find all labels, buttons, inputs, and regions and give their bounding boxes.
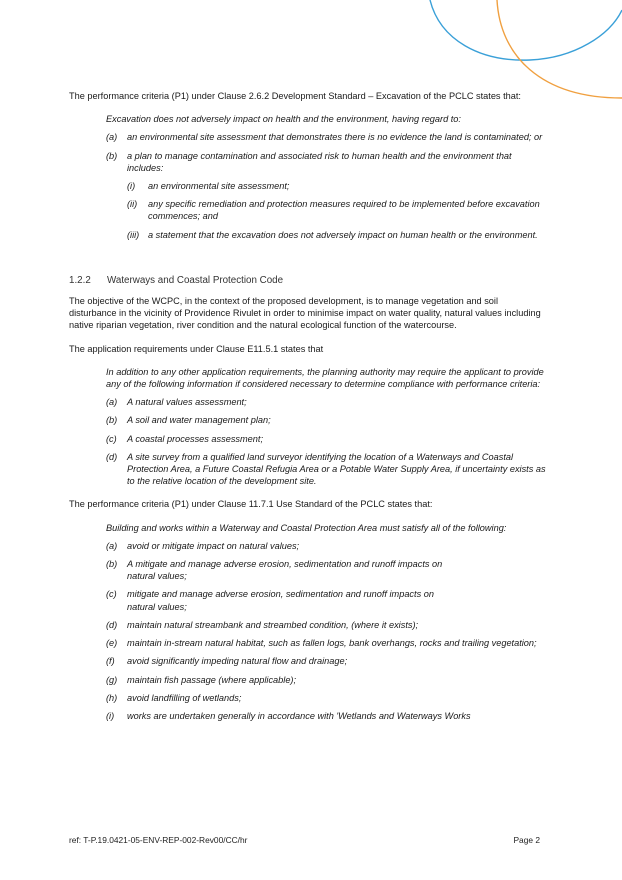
excavation-item-a: (a) an environmental site assessment that demonstrates there is no evidence the land is contaminated; or — [106, 132, 543, 143]
building-item-a: (a) avoid or mitigate impact on natural values; — [106, 540, 300, 551]
excavation-subitem-i: (i) an environmental site assessment; — [127, 181, 290, 192]
document-reference: ref: T-P.19.0421-05-ENV-REP-002-Rev00/CC/hr — [69, 835, 248, 845]
app-req-item-a: (a) A natural values assessment; — [106, 397, 247, 408]
objective-paragraph: The objective of the WCPC, in the context of the proposed development, is to manage vegetation and soil disturbance in the vicinity of Providence Rivulet in order to minimise impact on water quality, natural values including native riparian vegetation, river condition and the natural ecological function of the watercourse. — [69, 296, 541, 331]
building-item-h: (h) avoid landfilling of wetlands; — [106, 692, 242, 703]
section-number: 1.2.2 — [69, 274, 91, 286]
building-lead: Building and works within a Waterway and Coastal Protection Area must satisfy all of the following: — [106, 522, 507, 533]
building-item-d: (d) maintain natural streambank and streambed condition, (where it exists); — [106, 619, 419, 630]
app-req-item-c: (c) A coastal processes assessment; — [106, 433, 263, 444]
excavation-subitem-iii: (iii) a statement that the excavation does not adversely impact on human health or the environment. — [127, 229, 538, 240]
page-number: Page 2 — [513, 835, 540, 845]
building-item-i: (i) works are undertaken generally in accordance with 'Wetlands and Waterways Works — [106, 710, 471, 721]
app-req-item-d: (d) A site survey from a qualified land surveyor identifying the location of a Waterways and Coastal Protection Area, a Future Coastal Refugia Area or a Potable Water Supply Area, if uncertainty exists as to the relative location of the development site. — [106, 451, 546, 487]
section-heading — [69, 275, 547, 287]
building-item-c: (c) mitigate and manage adverse erosion, sedimentation and runoff impacts on natural values; — [106, 589, 434, 612]
excavation-item-b: (b) a plan to manage contamination and associated risk to human health and the environment that includes: — [106, 150, 512, 173]
excavation-subitem-ii: (ii) any specific remediation and protection measures required to be implemented before excavation commences; and — [127, 199, 540, 222]
document-body — [69, 90, 547, 722]
excavation-lead: Excavation does not adversely impact on health and the environment, having regard to: — [106, 114, 461, 125]
building-item-f: (f) avoid significantly impeding natural flow and drainage; — [106, 656, 348, 667]
blue-arc — [430, 0, 622, 60]
building-item-b: (b) A mitigate and manage adverse erosion, sedimentation and runoff impacts on natural values; — [106, 559, 443, 582]
intro-clause-2-6-2: The performance criteria (P1) under Clause 2.6.2 Development Standard – Excavation of the PCLC states that: — [69, 91, 521, 101]
section-title: Waterways and Coastal Protection Code — [107, 274, 284, 286]
orange-arc — [497, 0, 622, 98]
intro-clause-11-7-1: The performance criteria (P1) under Clause 11.7.1 Use Standard of the PCLC states that: — [69, 499, 433, 510]
building-item-g: (g) maintain fish passage (where applicable); — [106, 674, 297, 685]
application-requirements-intro: The application requirements under Clause E11.5.1 states that — [69, 343, 324, 354]
building-item-e: (e) maintain in-stream natural habitat, such as fallen logs, bank overhangs, rocks and trailing vegetation; — [106, 638, 537, 649]
app-req-item-b: (b) A soil and water management plan; — [106, 415, 271, 426]
page-footer — [69, 834, 540, 846]
application-requirements-lead: In addition to any other application requirements, the planning authority may require the applicant to provide any of the following information if considered necessary to determine compliance with performance criteria: — [106, 366, 544, 390]
